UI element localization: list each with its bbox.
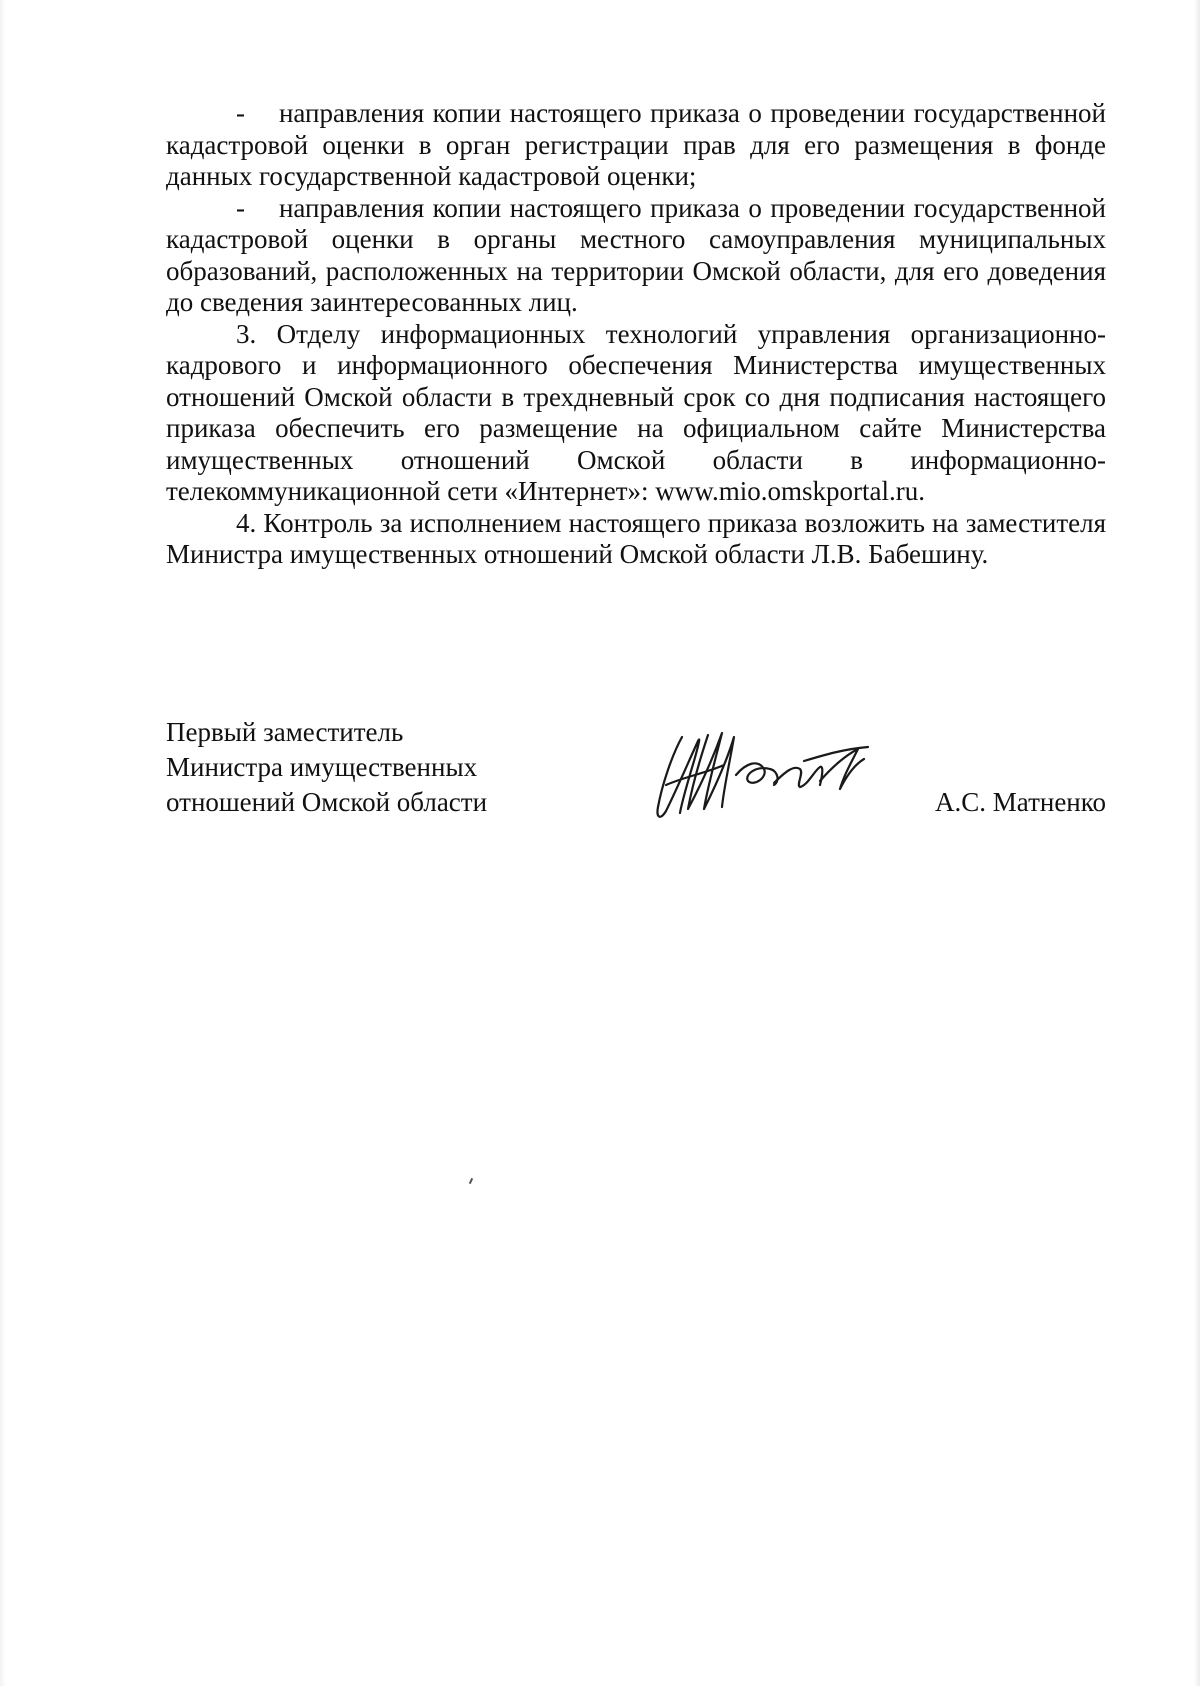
paragraph-item-4: 4. Контроль за исполнением настоящего приказа возложить на заместителя Министра имущественных отношений Омской области Л.В. Бабешину. xyxy=(166,507,1106,569)
paragraph-item-3: 3. Отделу информационных технологий управления организационно-кадрового и информационного обеспечения Министерства имущественных отношений Омской области в трехдневный срок со дня подписания настоящего приказа обеспечить его размещение на официальном сайте Министерства имущественных отношений Омской области в информационно-телекоммуникационной сети «Интернет»: www.mio.omskportal.ru. xyxy=(166,318,1106,506)
handwritten-signature-icon xyxy=(654,725,874,825)
signatory-title-line-2: Министра имущественных xyxy=(166,752,478,782)
signatory-title-line-1: Первый заместитель xyxy=(166,717,404,747)
scan-speck xyxy=(469,1178,473,1184)
signatory-name: А.С. Матненко xyxy=(935,787,1106,817)
signatory-title xyxy=(166,715,487,820)
scan-edge-left xyxy=(0,0,6,1686)
scan-edge-right xyxy=(1194,0,1200,1686)
signatory-title-line-3: отношений Омской области xyxy=(166,787,488,817)
paragraph-dash-2: - направления копии настоящего приказа о проведении государственной кадастровой оценки в органы местного самоуправления муниципальных образований, расположенных на территории Омской области, для его доведения до сведения заинтересованных лиц. xyxy=(166,192,1106,317)
document-body xyxy=(166,98,1106,571)
paragraph-dash-1: - направления копии настоящего приказа о проведении государственной кадастровой оценки в орган регистрации прав для его размещения в фонде данных государственной кадастровой оценки; xyxy=(166,98,1106,191)
signature-block xyxy=(166,715,1106,845)
